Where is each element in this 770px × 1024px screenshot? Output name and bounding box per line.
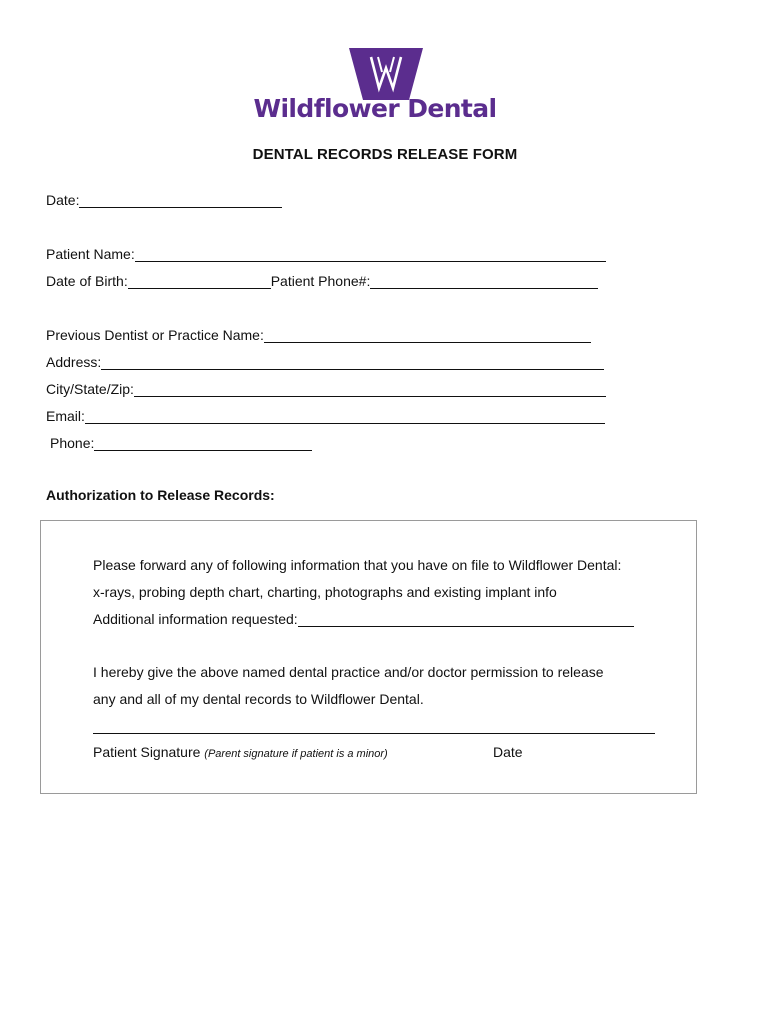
date-of-birth-input-line[interactable]: [128, 274, 271, 289]
additional-info-input-line[interactable]: [298, 612, 634, 627]
previous-dentist-label: Previous Dentist or Practice Name:: [46, 327, 264, 343]
email-label: Email:: [46, 408, 85, 424]
patient-name-input-line[interactable]: [135, 247, 606, 262]
signature-label-group: [93, 744, 388, 760]
phone-input-line[interactable]: [94, 436, 312, 451]
logo-wordmark: [0, 94, 770, 123]
dob-phone-field: [46, 273, 598, 289]
form-title: DENTAL RECORDS RELEASE FORM: [252, 146, 518, 163]
signature-note: (Parent signature if patient is a minor): [204, 748, 388, 760]
city-state-zip-label: City/State/Zip:: [46, 381, 134, 397]
additional-info-label: Additional information requested:: [93, 611, 298, 627]
phone-field: [50, 435, 312, 451]
date-input-line[interactable]: [79, 193, 282, 208]
address-field: [46, 354, 604, 370]
authorization-line-1: Please forward any of following information that you have on file to Wildflower Dental:: [93, 557, 622, 573]
permission-line-1: I hereby give the above named dental practice and/or doctor permission to release: [93, 664, 604, 680]
address-input-line[interactable]: [101, 355, 604, 370]
patient-phone-input-line[interactable]: [370, 274, 598, 289]
city-state-zip-field: [46, 381, 606, 397]
date-of-birth-label: Date of Birth:: [46, 273, 128, 289]
additional-info-field: [93, 611, 634, 627]
city-state-zip-input-line[interactable]: [134, 382, 606, 397]
patient-phone-label: Patient Phone#:: [270, 273, 371, 289]
permission-line-2: any and all of my dental records to Wildflower Dental.: [93, 691, 424, 707]
authorization-title: Authorization to Release Records:: [46, 487, 275, 503]
signature-label: Patient Signature: [93, 744, 201, 760]
patient-name-field: [46, 246, 606, 262]
date-field: [46, 192, 282, 208]
previous-dentist-input-line[interactable]: [264, 328, 591, 343]
phone-label: Phone:: [50, 435, 95, 451]
date-label: Date:: [46, 192, 80, 208]
address-label: Address:: [46, 354, 102, 370]
signature-date-label: Date: [493, 744, 523, 760]
logo-name: Wildflower Dental: [253, 94, 497, 123]
authorization-line-2: x-rays, probing depth chart, charting, photographs and existing implant info: [93, 584, 557, 600]
authorization-box: [40, 520, 697, 794]
patient-name-label: Patient Name:: [46, 246, 135, 262]
previous-dentist-field: [46, 327, 591, 343]
email-input-line[interactable]: [85, 409, 605, 424]
email-field: [46, 408, 605, 424]
signature-line[interactable]: [93, 733, 655, 734]
wildflower-logo-icon: [349, 48, 423, 100]
